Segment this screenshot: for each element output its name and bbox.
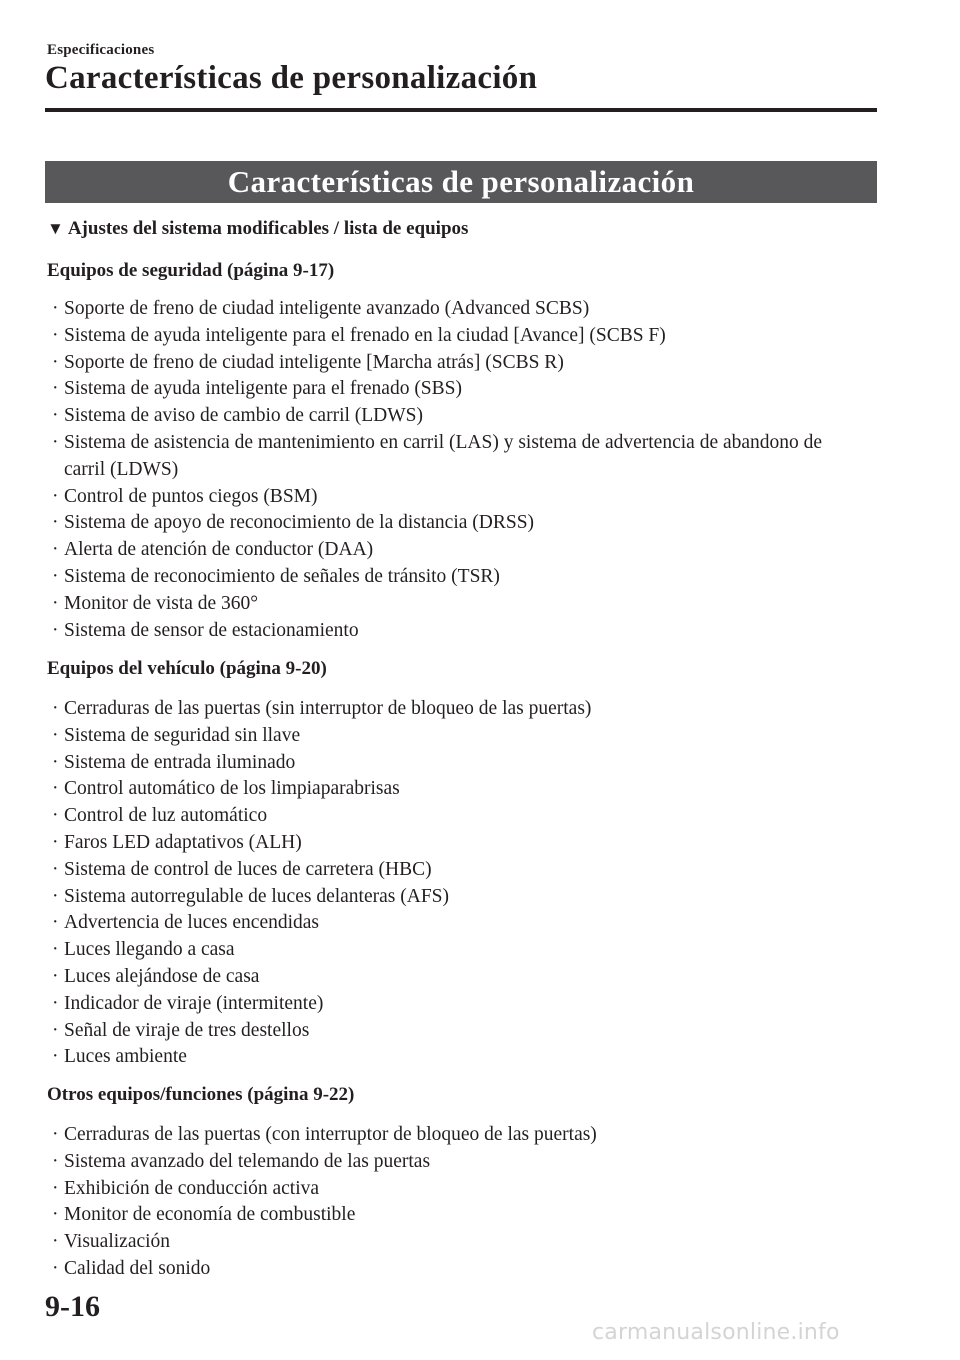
list-item: · Control de luz automático [50, 803, 850, 830]
bullet-icon: · [52, 324, 59, 346]
section-label: Especificaciones [47, 42, 155, 58]
list-item: · Sistema de sensor de estacionamiento [50, 618, 850, 645]
bullet-icon: · [52, 1019, 59, 1041]
bullet-icon: · [52, 831, 59, 853]
bullet-icon: · [52, 298, 59, 319]
bullet-icon: · [52, 1177, 59, 1199]
list-item: · Monitor de vista de 360° [50, 591, 850, 618]
list-item: · Indicador de viraje (intermitente) [50, 991, 850, 1018]
list-item: · Luces llegando a casa [50, 937, 850, 964]
list-item: · Alerta de atención de conductor (DAA) [50, 537, 850, 564]
list-item: · Soporte de freno de ciudad inteligente avanzado (Advanced SCBS) [50, 296, 850, 323]
list-other [50, 1122, 850, 1283]
bullet-icon: · [52, 724, 59, 746]
list-item: · Sistema autorregulable de luces delanteras (AFS) [50, 884, 850, 911]
group-heading-other: Otros equipos/funciones (página 9-22) [47, 1084, 355, 1105]
list-item: · Faros LED adaptativos (ALH) [50, 830, 850, 857]
triangle-marker-icon: ▼ [47, 219, 64, 238]
list-item: · Advertencia de luces encendidas [50, 910, 850, 937]
bullet-icon: · [52, 805, 59, 827]
bullet-icon: · [52, 992, 59, 1014]
bullet-icon: · [52, 512, 59, 534]
bullet-icon: · [52, 1257, 59, 1279]
list-item: · Sistema de ayuda inteligente para el frenado (SBS) [50, 376, 850, 403]
bullet-icon: · [52, 885, 59, 907]
subsection-heading-text: Ajustes del sistema modificables / lista de equipos [67, 218, 469, 239]
page-number: 9-16 [45, 1290, 100, 1323]
bullet-icon: · [52, 351, 59, 373]
list-item: · Sistema de reconocimiento de señales de tránsito (TSR) [50, 564, 850, 591]
bullet-icon: · [52, 698, 59, 719]
bullet-icon: · [52, 1204, 59, 1226]
subsection-heading [47, 218, 468, 240]
bullet-icon: · [52, 619, 59, 641]
section-banner: Características de personalización [45, 161, 877, 203]
bullet-icon: · [52, 751, 59, 773]
bullet-icon: · [52, 912, 59, 934]
bullet-icon: · [52, 431, 59, 453]
bullet-icon: · [52, 405, 59, 427]
watermark: carmanualsonline.info [592, 1320, 840, 1345]
title-divider [45, 108, 877, 112]
list-item: · Sistema de control de luces de carretera (HBC) [50, 857, 850, 884]
bullet-icon: · [52, 778, 59, 800]
list-item: · Sistema de entrada iluminado [50, 750, 850, 777]
chapter-title: Características de personalización [45, 60, 538, 96]
list-item: · Control automático de los limpiaparabrisas [50, 776, 850, 803]
list-item: · Sistema de asistencia de mantenimiento en carril (LAS) y sistema de advertencia de abandono de carril (LDWS) [52, 431, 823, 480]
group-heading-safety: Equipos de seguridad (página 9-17) [47, 260, 335, 281]
list-item: · Visualización [50, 1229, 850, 1256]
list-vehicle [50, 696, 850, 1071]
list-item: · Soporte de freno de ciudad inteligente [Marcha atrás] (SCBS R) [50, 350, 850, 377]
bullet-icon: · [52, 1150, 59, 1172]
list-item: · Señal de viraje de tres destellos [50, 1018, 850, 1045]
list-item: · Monitor de economía de combustible [50, 1202, 850, 1229]
bullet-icon: · [52, 565, 59, 587]
list-item: · Sistema avanzado del telemando de las puertas [50, 1149, 850, 1176]
list-item: · Luces alejándose de casa [50, 964, 850, 991]
list-item: · Sistema de aviso de cambio de carril (LDWS) [50, 403, 850, 430]
bullet-icon: · [52, 965, 59, 987]
list-item: · Sistema de apoyo de reconocimiento de la distancia (DRSS) [50, 510, 850, 537]
list-item: · Luces ambiente [50, 1044, 850, 1071]
bullet-icon: · [52, 1124, 59, 1145]
bullet-icon: · [52, 592, 59, 614]
bullet-icon: · [52, 1231, 59, 1253]
list-item: · Control de puntos ciegos (BSM) [50, 484, 850, 511]
list-item: · Sistema de ayuda inteligente para el frenado en la ciudad [Avance] (SCBS F) [50, 323, 850, 350]
bullet-icon: · [52, 1046, 59, 1068]
list-item: · Cerraduras de las puertas (con interruptor de bloqueo de las puertas) [50, 1122, 850, 1149]
list-item: · Exhibición de conducción activa [50, 1176, 850, 1203]
bullet-icon: · [52, 539, 59, 561]
group-heading-vehicle: Equipos del vehículo (página 9-20) [47, 658, 327, 679]
list-safety [50, 296, 850, 644]
list-item: · Calidad del sonido [50, 1256, 850, 1283]
bullet-icon: · [52, 858, 59, 880]
bullet-icon: · [52, 485, 59, 507]
bullet-icon: · [52, 378, 59, 400]
bullet-icon: · [52, 939, 59, 961]
list-item: · Cerraduras de las puertas (sin interruptor de bloqueo de las puertas) [50, 696, 850, 723]
list-item: · Sistema de seguridad sin llave [50, 723, 850, 750]
